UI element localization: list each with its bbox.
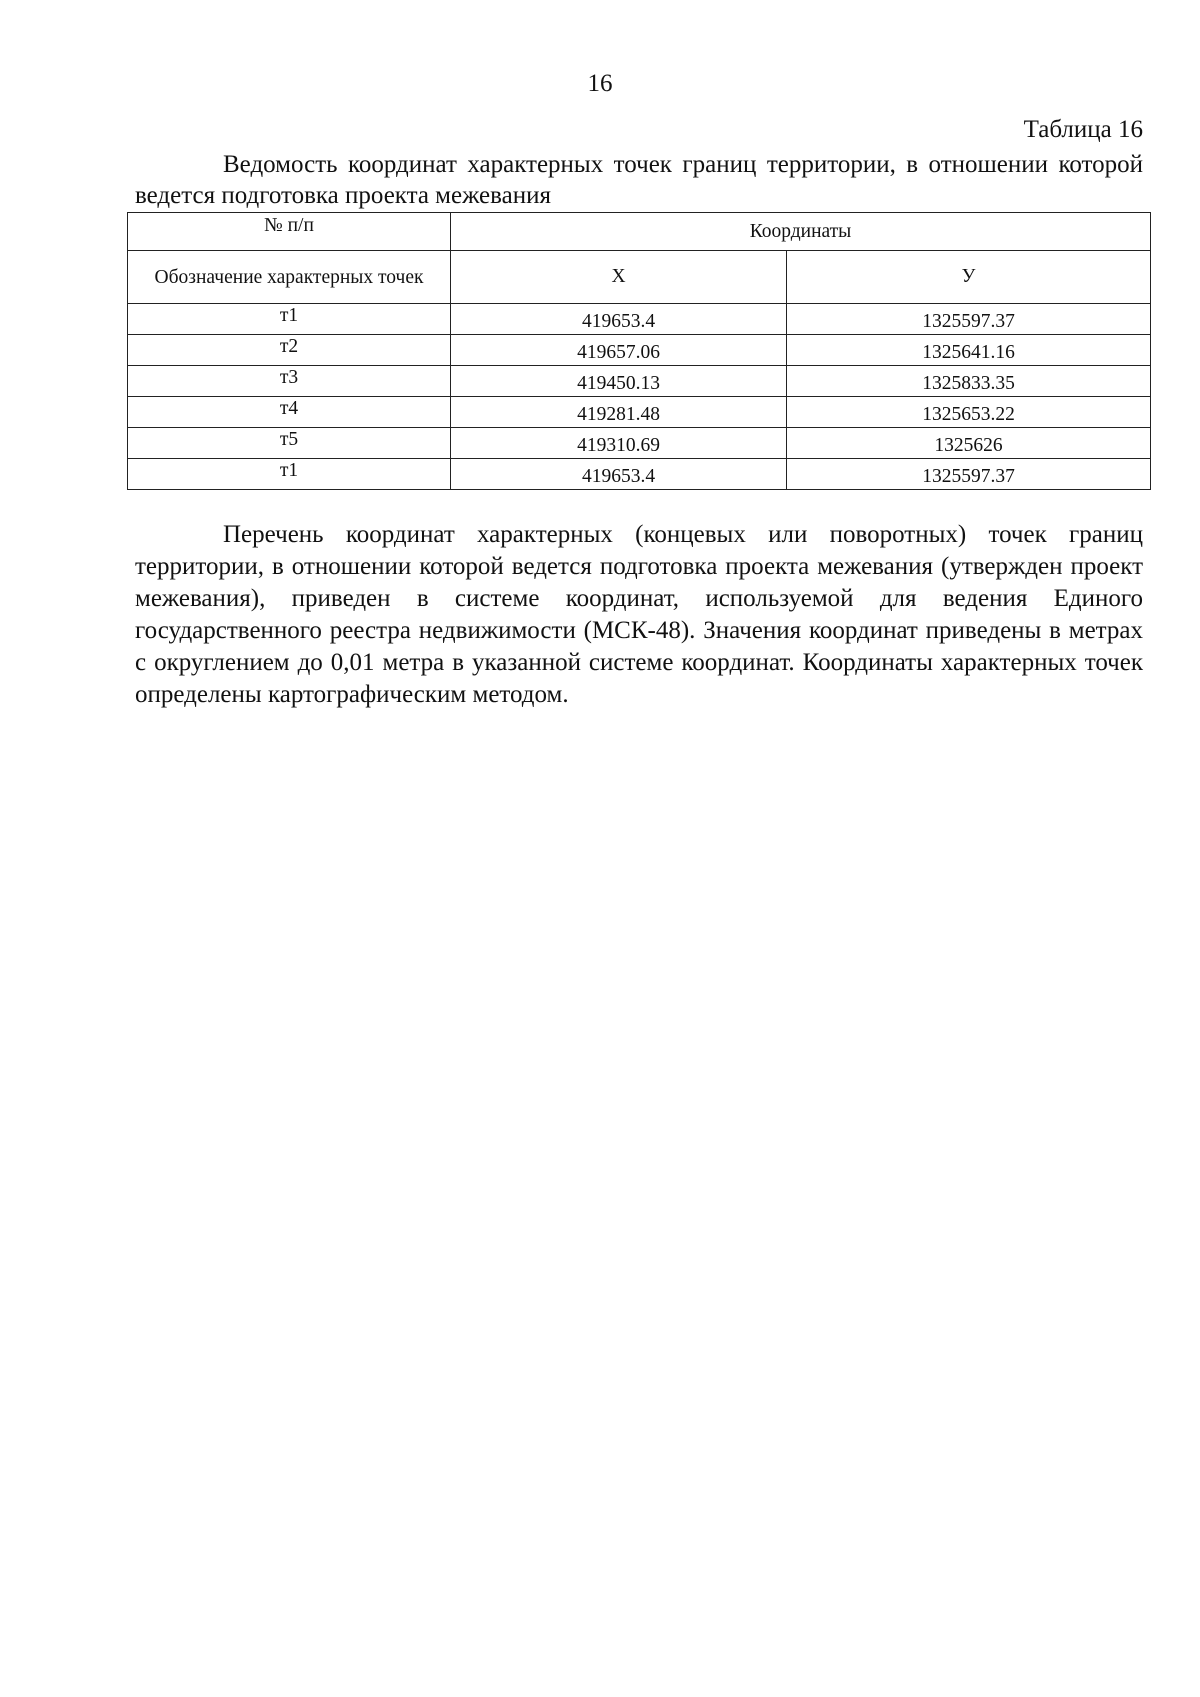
coord-y: 1325597.37 xyxy=(787,459,1151,490)
point-id: т4 xyxy=(128,397,451,428)
coord-y: 1325626 xyxy=(787,428,1151,459)
page-number: 16 xyxy=(587,70,613,97)
header-number: № п/п xyxy=(128,213,451,251)
header-coordinates: Координаты xyxy=(451,213,1151,251)
header-x: Х xyxy=(451,251,787,304)
table-row xyxy=(128,304,1151,335)
coord-x: 419310.69 xyxy=(451,428,787,459)
point-id: т5 xyxy=(128,428,451,459)
table-caption: Таблица 16 xyxy=(1023,116,1143,143)
table-subheader-row xyxy=(128,251,1151,304)
table-header-row xyxy=(128,213,1151,251)
table-row xyxy=(128,397,1151,428)
coordinates-table xyxy=(127,212,1151,490)
header-point-label: Обозначение характерных точек xyxy=(128,251,451,304)
coord-y: 1325641.16 xyxy=(787,335,1151,366)
point-id: т1 xyxy=(128,459,451,490)
coord-y: 1325833.35 xyxy=(787,366,1151,397)
table-row xyxy=(128,459,1151,490)
table-title: Ведомость координат характерных точек границ территории, в отношении которой ведется подготовка проекта межевания xyxy=(135,151,1143,209)
coord-y: 1325653.22 xyxy=(787,397,1151,428)
header-y: У xyxy=(787,251,1151,304)
point-id: т2 xyxy=(128,335,451,366)
coord-x: 419450.13 xyxy=(451,366,787,397)
body-paragraph: Перечень координат характерных (концевых или поворотных) точек границ территории, в отношении которой ведется подготовка проекта межевания (утвержден проект межевания), приведен в системе координат, используемой для ведения Единого государственного реестра недвижимости (МСК-48). Значения координат приведены в метрах с округлением до 0,01 метра в указанной системе координат. Координаты характерных точек определены картографическим методом. xyxy=(135,521,1143,708)
table-row xyxy=(128,428,1151,459)
coord-x: 419281.48 xyxy=(451,397,787,428)
coord-x: 419657.06 xyxy=(451,335,787,366)
point-id: т3 xyxy=(128,366,451,397)
table-row xyxy=(128,335,1151,366)
table-row xyxy=(128,366,1151,397)
coord-x: 419653.4 xyxy=(451,304,787,335)
coord-y: 1325597.37 xyxy=(787,304,1151,335)
coord-x: 419653.4 xyxy=(451,459,787,490)
point-id: т1 xyxy=(128,304,451,335)
